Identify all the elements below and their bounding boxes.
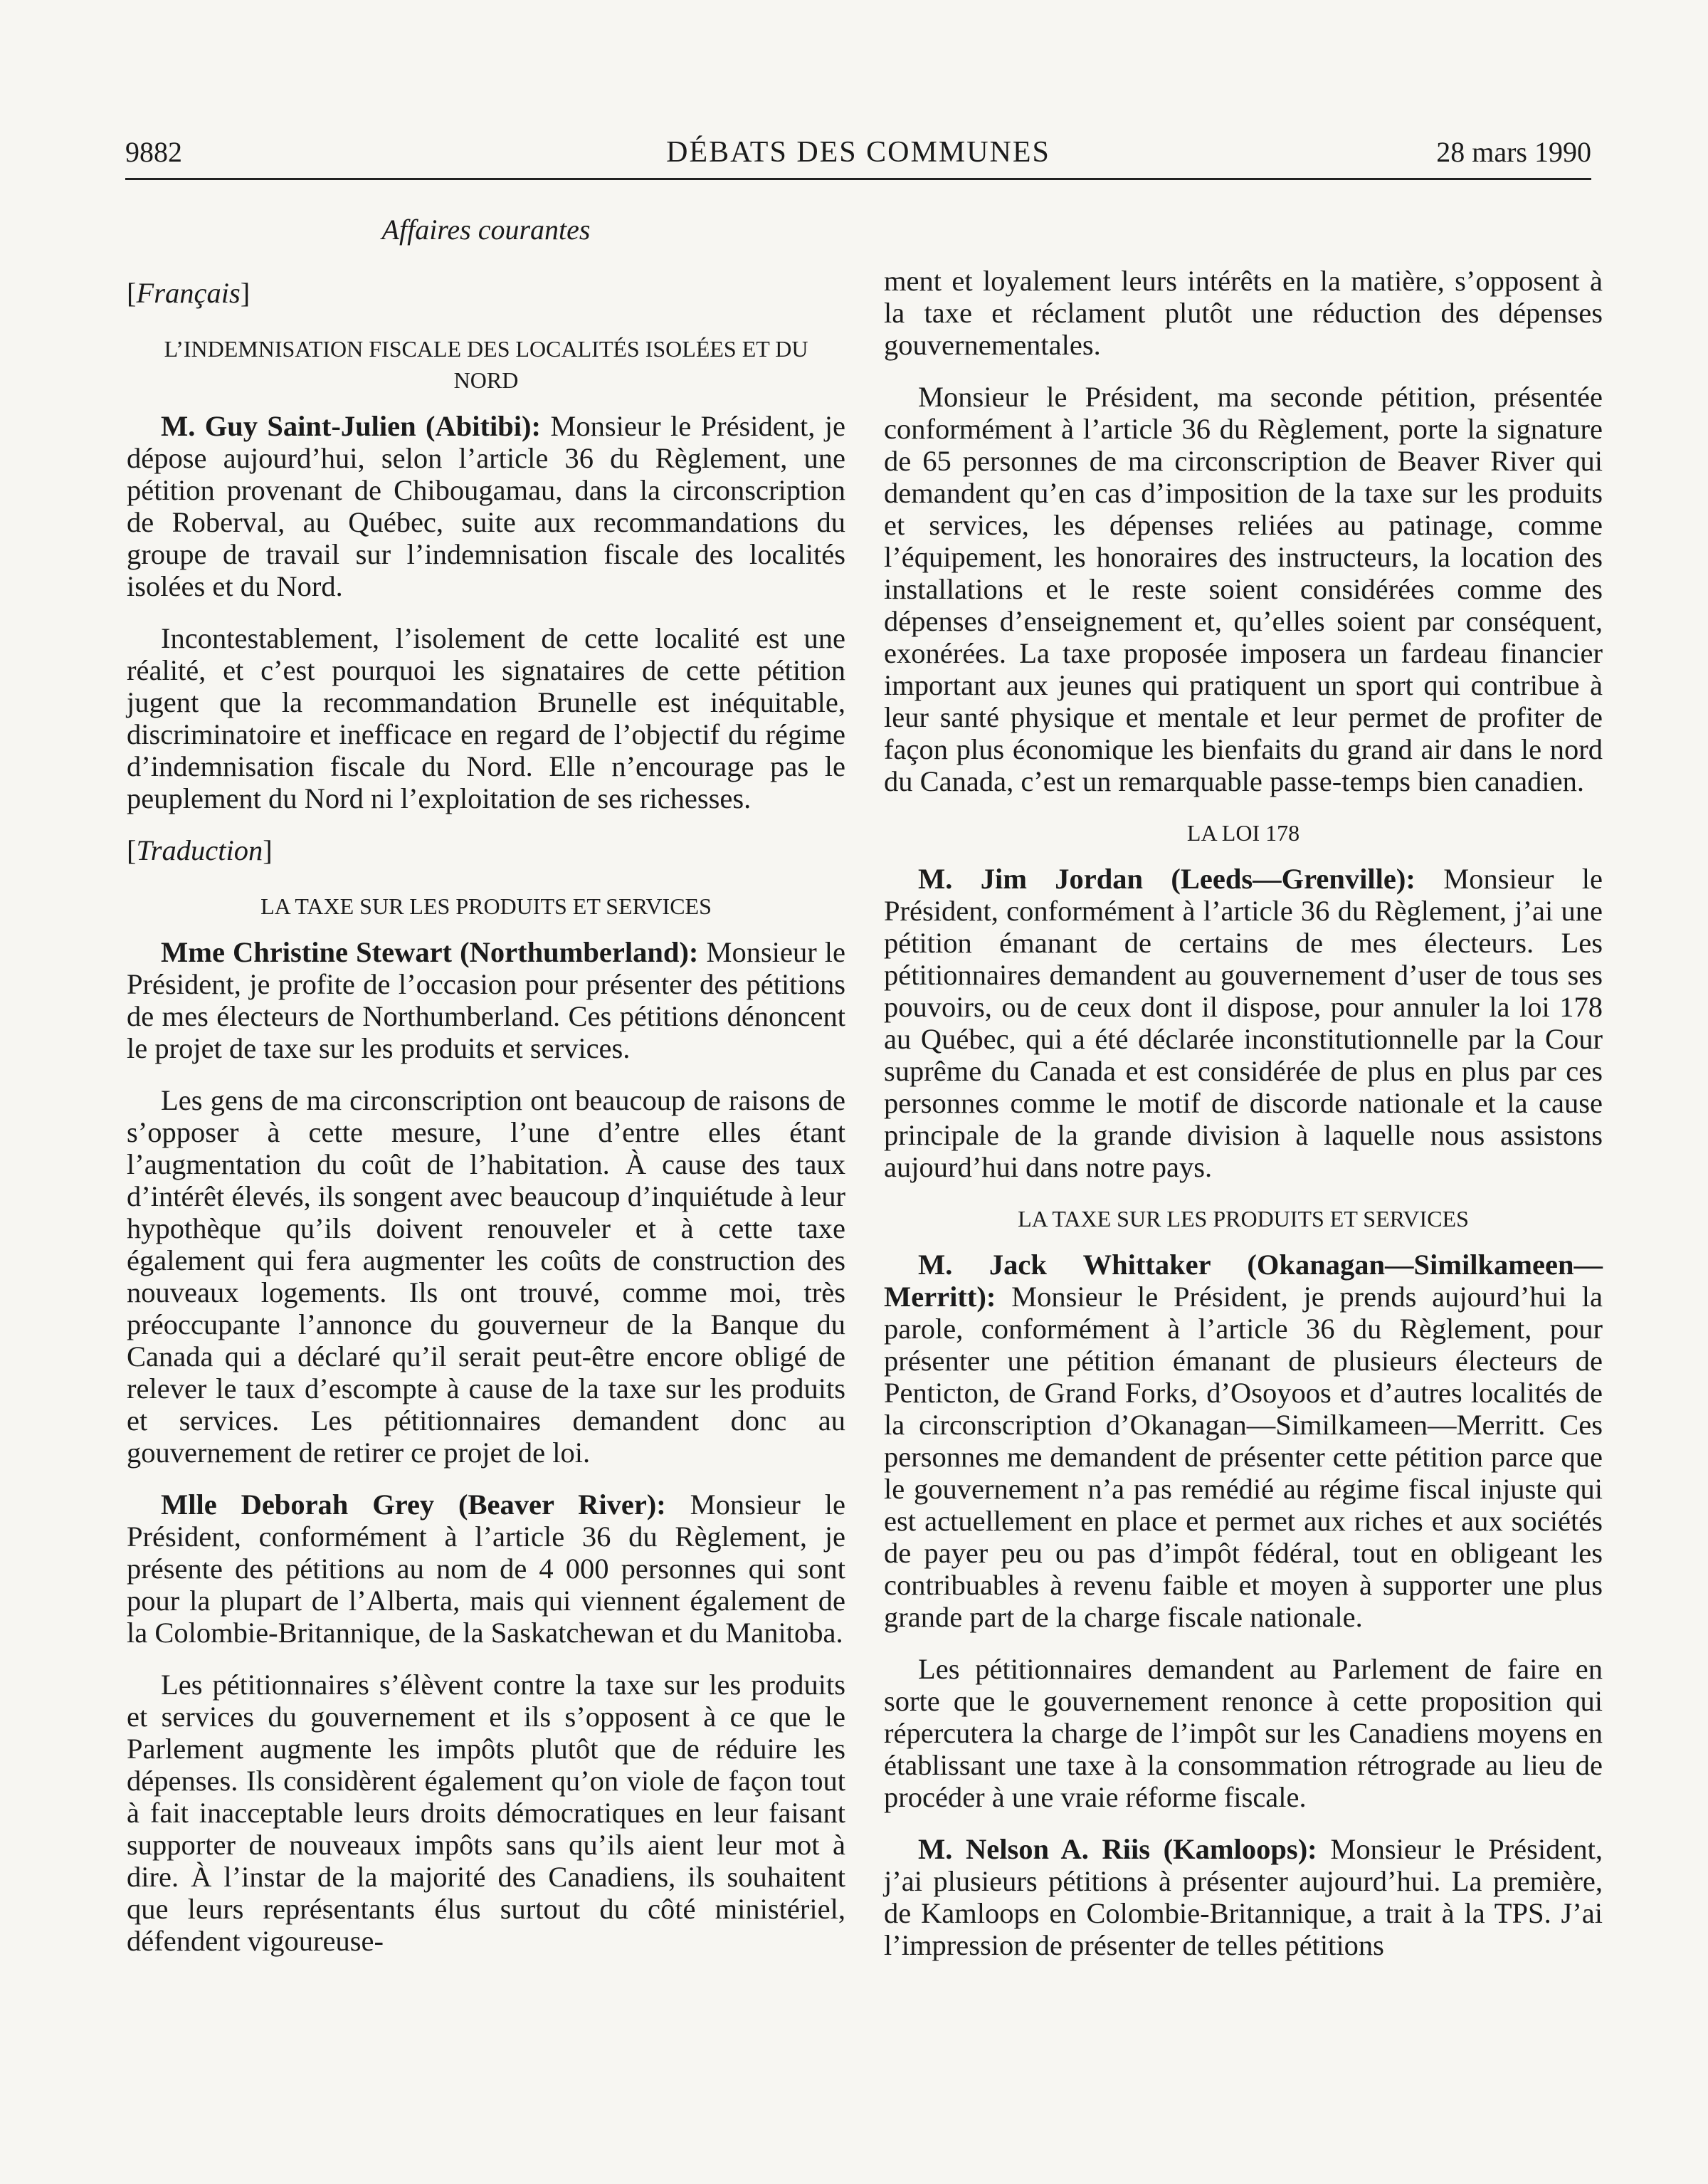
- paragraph: Monsieur le Président, ma seconde pétition, présentée conformément à l’article 36 du Règlement, porte la signature de 65 personnes de ma circonscription de Beaver River qui demandent qu’en cas d’imposition de la taxe sur les produits et services, les dépenses reliées au patinage, comme l’équipement, les honoraires des instructeurs, la location des installations et le reste soient considérées comme des dépenses d’enseignement et, qu’elles soient par conséquent, exonérées. La taxe proposée imposera un fardeau financier important aux jeunes qui pratiquent un sport qui contribue à leur santé physique et mentale et leur permet de profiter de façon plus économique les bienfaits du grand air dans le nord du Canada, c’est un remarquable passe-temps bien canadien.: [884, 381, 1603, 797]
- right-column: [884, 265, 1603, 1981]
- section-heading: L’INDEMNISATION FISCALE DES LOCALITÉS ISOLÉES ET DU NORD: [164, 336, 808, 393]
- section-label: Affaires courantes: [381, 214, 591, 246]
- paragraph: [127, 936, 845, 1064]
- language-label: Traduction: [136, 834, 263, 866]
- language-note: [Traduction]: [127, 834, 273, 866]
- speaker-name: M. Nelson A. Riis (Kamloops):: [918, 1833, 1317, 1865]
- paragraph-text: Monsieur le Président, conformément à l’article 36 du Règlement, je présente des pétitions au nom de 4 000 personnes qui sont pour la plupart de l’Alberta, mais qui viennent également de la Colombie-Britannique, de la Saskatchewan et du Manitoba.: [127, 1489, 845, 1649]
- paragraph-continued: ment et loyalement leurs intérêts en la matière, s’opposent à la taxe et réclament plutôt une réduction des dépenses gouvernementales.: [884, 265, 1603, 361]
- paragraph: [884, 1833, 1603, 1961]
- speaker-name: M. Jack Whittaker (Okanagan—Similkameen—Merritt):: [884, 1249, 1603, 1313]
- section-heading: LA TAXE SUR LES PRODUITS ET SERVICES: [1018, 1206, 1469, 1232]
- paragraph: [127, 1489, 845, 1649]
- paragraph-text: Monsieur le Président, je dépose aujourd’hui, selon l’article 36 du Règlement, une pétition provenant de Chibougamau, dans la circonscription de Roberval, au Québec, suite aux recommandations du groupe de travail sur l’indemnisation fiscale des localités isolées et du Nord.: [127, 410, 845, 602]
- speaker-name: M. Guy Saint-Julien (Abitibi):: [161, 410, 542, 442]
- paragraph-text: Monsieur le Président, je prends aujourd’hui la parole, conformément à l’article 36 du Règlement, pour présenter une pétition émanant de plusieurs électeurs de Penticton, de Grand Forks, d’Osoyoos et d’autres localités de la circonscription d’Okanagan—Similkameen—Merritt. Ces personnes me demandent de présenter cette pétition parce que le gouvernement n’a pas remédié au régime fiscal injuste qui est actuellement en place et permet aux riches et aux sociétés de payer peu ou pas d’impôt fédéral, tout en obligeant les contribuables à revenu faible et moyen à supporter une plus grande part de la charge fiscale nationale.: [884, 1281, 1603, 1633]
- paragraph: [884, 863, 1603, 1183]
- section-heading: LA LOI 178: [1186, 820, 1300, 846]
- paragraph: Les gens de ma circonscription ont beaucoup de raisons de s’opposer à cette mesure, l’une d’entre elles étant l’augmentation du coût de l’habitation. À cause des taux d’intérêt élevés, ils songent avec beaucoup d’inquiétude à leur hypothèque qu’ils doivent renouveler et à cette taxe également qui fera augmenter les coûts de construction des nouveaux logements. Ils ont trouvé, comme moi, très préoccupante l’annonce du gouverneur de la Banque du Canada qui a déclaré qu’il serait peut-être encore obligé de relever le taux d’escompte à cause de la taxe sur les produits et services. Les pétitionnaires demandent donc au gouvernement de retirer ce projet de loi.: [127, 1084, 845, 1469]
- section-heading: LA TAXE SUR LES PRODUITS ET SERVICES: [260, 893, 712, 919]
- speaker-name: M. Jim Jordan (Leeds—Grenville):: [918, 863, 1416, 895]
- language-note: [Français]: [127, 277, 251, 309]
- page-header: [125, 135, 1591, 180]
- page-number: 9882: [125, 136, 182, 168]
- paragraph-text: Monsieur le Président, conformément à l’article 36 du Règlement, j’ai une pétition émanant de certains de mes électeurs. Les pétitionnaires demandent au gouvernement d’user de tous ses pouvoirs, ou de ceux dont il dispose, pour annuler la loi 178 au Québec, qui a été déclarée inconstitutionnelle par la Cour suprême du Canada et est considérée de plus en plus par ces personnes comme le motif de discorde nationale et la cause principale de la grande division à laquelle nous assistons aujourd’hui dans notre pays.: [884, 863, 1603, 1183]
- paragraph: Les pétitionnaires s’élèvent contre la taxe sur les produits et services du gouvernement et ils s’opposent à ce que le Parlement augmente les impôts plutôt que de réduire les dépenses. Ils considèrent également qu’on viole de façon tout à fait inacceptable leurs droits démocratiques en leur faisant supporter de nouveaux impôts sans qu’ils aient leur mot à dire. À l’instar de la majorité des Canadiens, ils souhaitent que leurs représentants élus surtout du côté ministériel, défendent vigoureuse-: [127, 1669, 845, 1957]
- paragraph-text: Monsieur le Président, j’ai plusieurs pétitions à présenter aujourd’hui. La première, de Kamloops en Colombie-Britannique, a trait à la TPS. J’ai l’impression de présenter de telles pétitions: [884, 1833, 1603, 1961]
- left-column: [127, 214, 845, 1977]
- speaker-name: Mlle Deborah Grey (Beaver River):: [161, 1489, 666, 1521]
- publication-date: 28 mars 1990: [1436, 136, 1591, 168]
- paragraph: Les pétitionnaires demandent au Parlement de faire en sorte que le gouvernement renonce à cette proposition qui répercutera la charge de l’impôt sur les Canadiens moyens en établissant une taxe à la consommation rétrograde au lieu de procéder à une vraie réforme fiscale.: [884, 1653, 1603, 1813]
- language-label: Français: [136, 277, 241, 309]
- paragraph-text: Monsieur le Président, je profite de l’occasion pour présenter des pétitions de mes électeurs de Northumberland. Ces pétitions dénoncent le projet de taxe sur les produits et services.: [127, 936, 846, 1064]
- paragraph: [127, 410, 845, 602]
- publication-title: DÉBATS DES COMMUNES: [666, 136, 1050, 169]
- paragraph: Incontestablement, l’isolement de cette localité est une réalité, et c’est pourquoi les signataires de cette pétition jugent que la recommandation Brunelle est inéquitable, discriminatoire et inefficace en regard de l’objectif du régime d’indemnisation fiscale du Nord. Elle n’encourage pas le peuplement du Nord ni l’exploitation de ses richesses.: [127, 622, 845, 814]
- speaker-name: Mme Christine Stewart (Northumberland):: [161, 936, 699, 968]
- paragraph: [884, 1249, 1603, 1633]
